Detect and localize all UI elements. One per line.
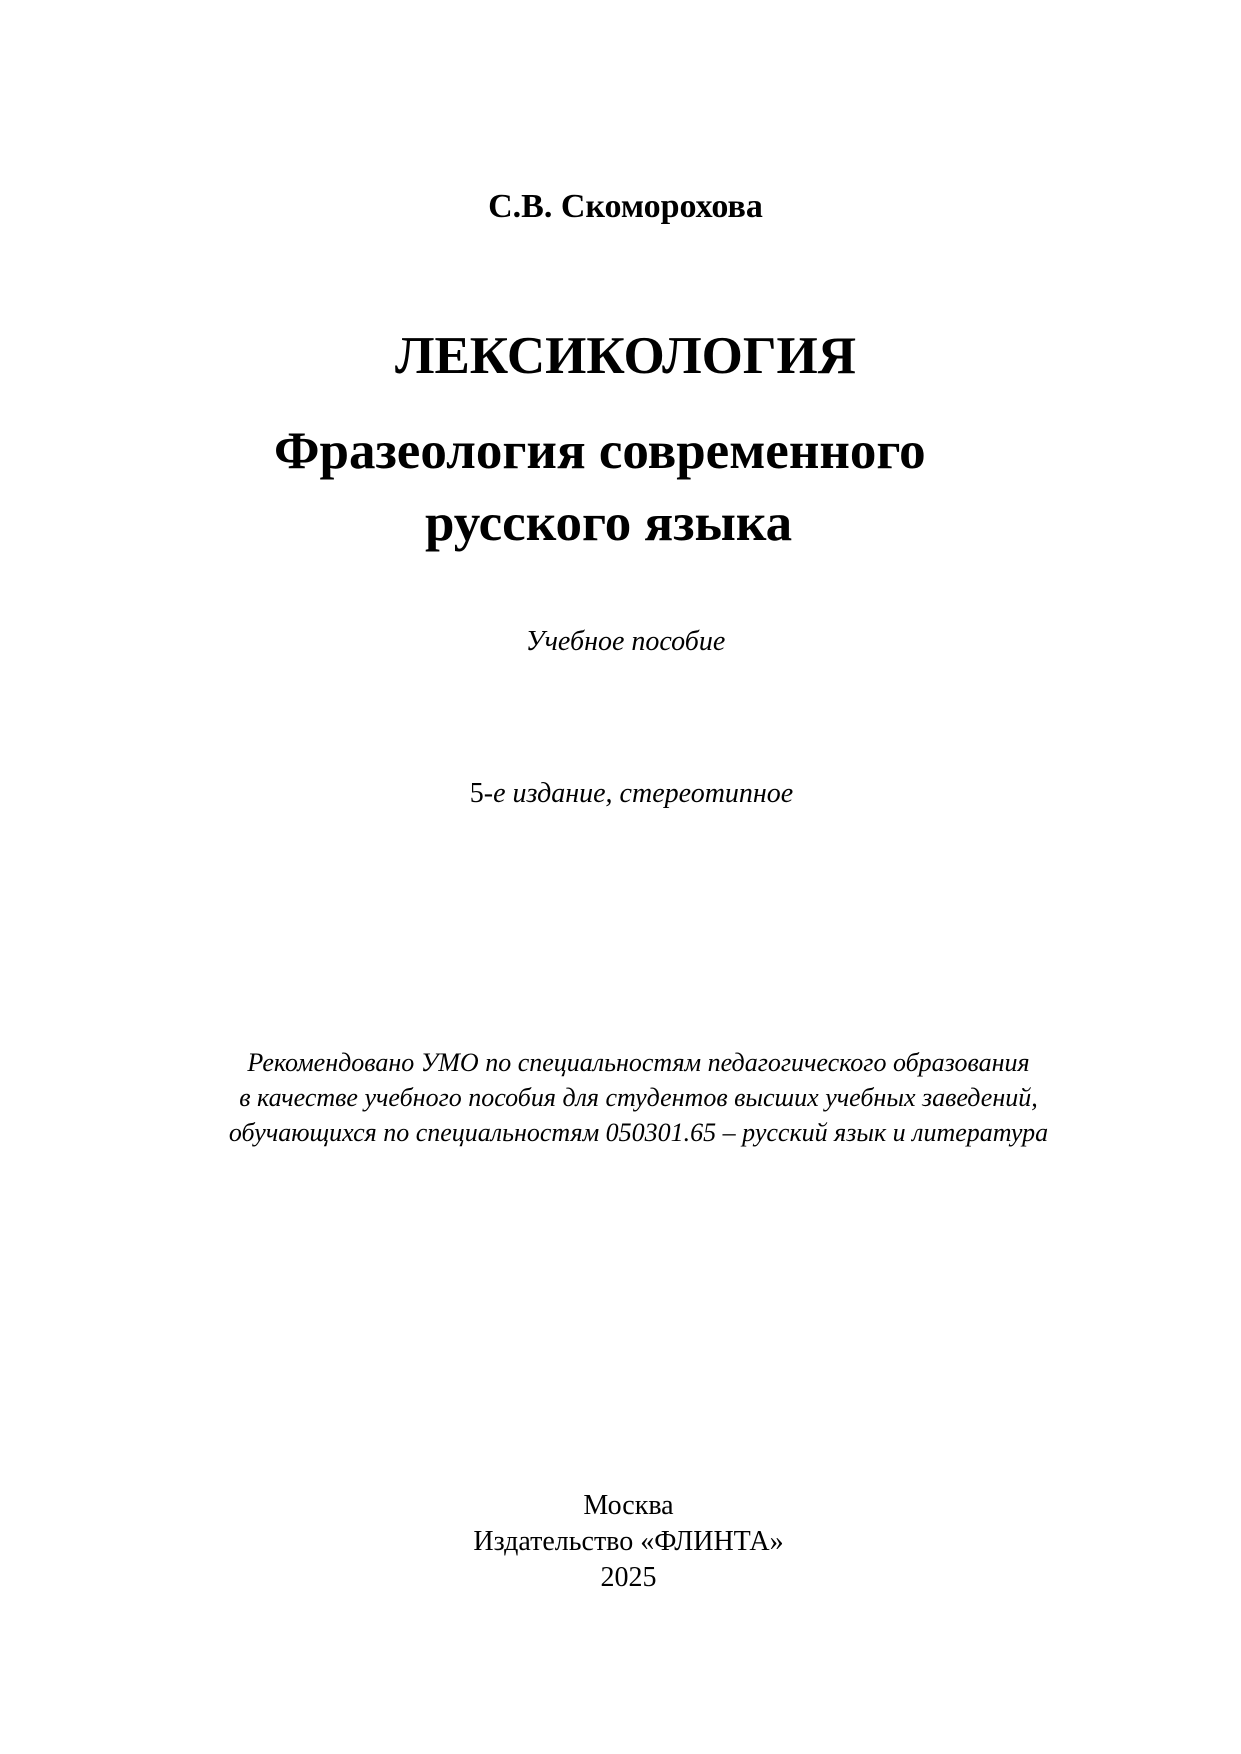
recommendation-line-3: обучающихся по специальностям 050301.65 – русский язык и литература	[228, 1118, 1049, 1147]
recommendation-line-2: в качестве учебного пособия для студентов высших учебных заведений,	[239, 1083, 1038, 1112]
edition-text: е издание, стереотипное	[493, 778, 794, 809]
book-subtitle-line-1: Фразеология современного	[274, 422, 926, 480]
book-title: ЛЕКСИКОЛОГИЯ	[394, 327, 857, 385]
recommendation-line-1: Рекомендовано УМО по специальностям педагогического образования	[247, 1048, 1030, 1077]
author-name: С.В. Скоморохова	[488, 188, 763, 225]
imprint-city: Москва	[583, 1490, 674, 1521]
document-type: Учебное пособие	[525, 626, 726, 657]
edition-info	[0, 780, 1241, 808]
imprint-year: 2025	[600, 1562, 657, 1593]
book-subtitle-line-2: русского языка	[425, 494, 793, 552]
edition-number: 5-	[469, 778, 494, 809]
imprint-publisher: Издательство «ФЛИНТА»	[473, 1526, 784, 1557]
